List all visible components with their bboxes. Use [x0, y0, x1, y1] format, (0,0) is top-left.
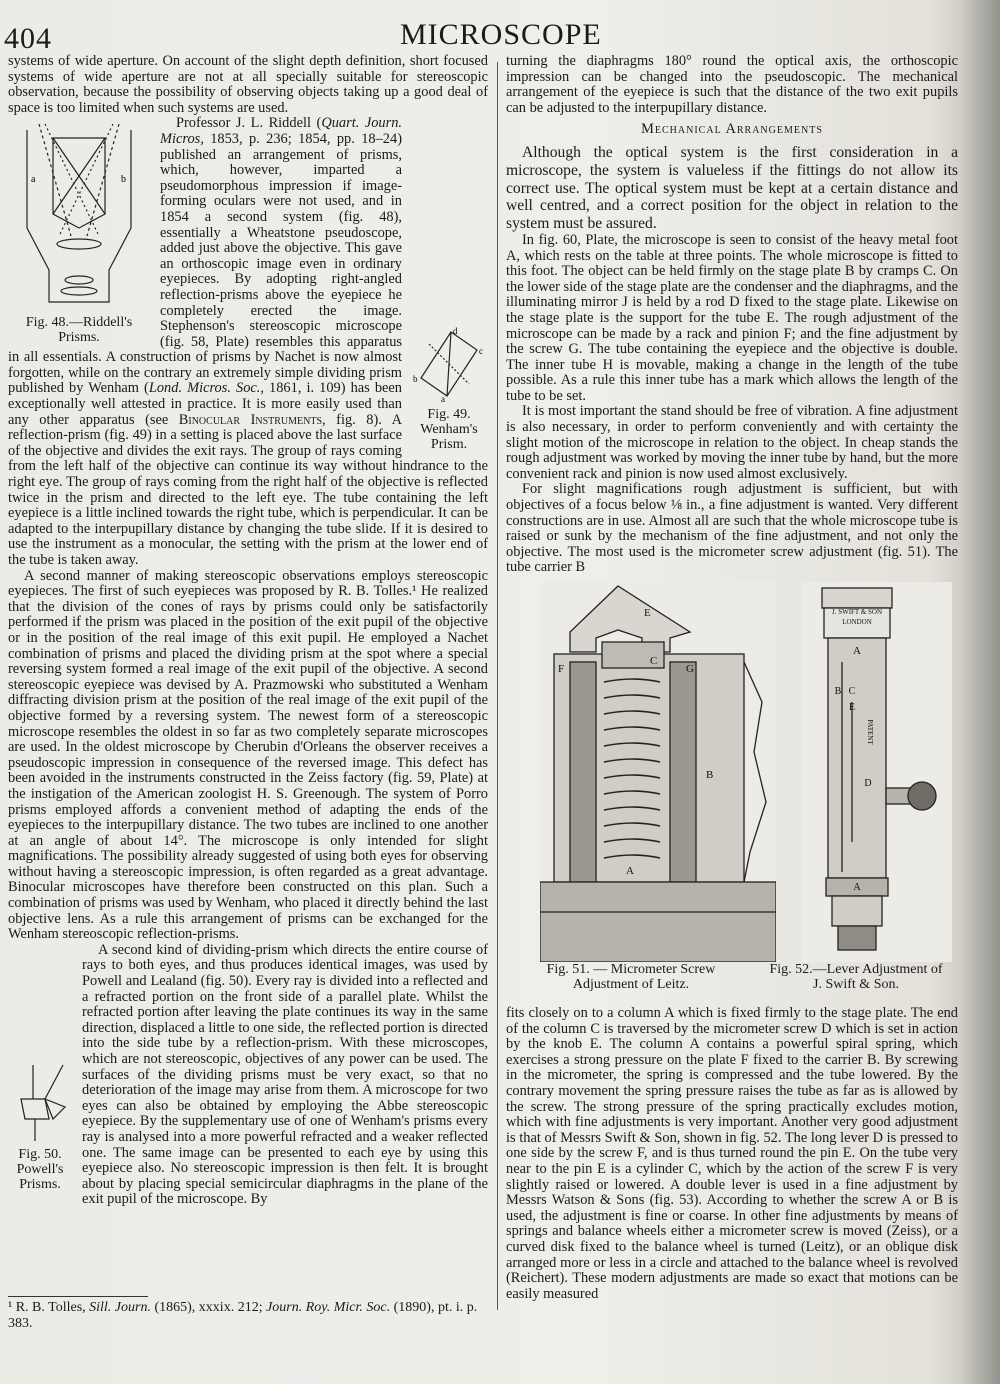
- left-column: [8, 54, 488, 1304]
- paragraph: For slight magnifications rough adjustment is sufficient, but with objectives of a focus below ⅛ in., a fine adjustment is wanted. Very different constructions are in use. Almost all are such that the whole microscope tube is raised or sunk by the mechanism of the fine adjustment, and not only the objective. The most used is the micrometer screw adjustment (fig. 51). The tube carrier B: [506, 481, 958, 576]
- fig51-label-c: C: [650, 655, 658, 668]
- riddell-prisms-diagram: [9, 120, 149, 310]
- paragraph: A second kind of dividing-prism which directs the entire course of rays to both eyes, and thus produces identical images, was used by Powell and Lealand (fig. 50). Every ray is divided into a reflected and a refracted portion on the front side of a parallel plate. Whilst the refracted portion after leaving the plate continues its way in the same direction, displaced a little to one side, the reflected portion is directed into the side tube by a reflection-prism. With these microscopes, which are not stereoscopic, objectives of any power can be used. The surfaces of the dividing prisms must be very exact, so that no deterioration of the image may arise from them. A microscope for two eyes can also be obtained by employing the Abbe stereoscopic eyepiece. By the supplementary use of one of Wenham's prisms every ray is analysed into a more powerful refracted and a weaker reflected one. The same image can be presented to each eye by using this eyepiece also. No stereoscopic impression is then felt. It is brought about by placing special semicircular diaphragms in the plane of the exit pupil of the microscope. By: [82, 941, 488, 1208]
- fig52-label-e: E: [848, 702, 856, 714]
- paragraph: fits closely on to a column A which is fixed firmly to the stage plate. The end of the column C is traversed by the micrometer screw D which is set in action by the knob E. The column A contains a powerful spiral spring, which exercises a strong pressure on the plate F fixed to the carrier B. By screwing in the micrometer, the spring is compressed and the tube lowered. By the contrary movement the spring pressure raises the tube as far as is allowed by the screw. The strong pressure of the spring practically excludes motion, which with fine adjustments is very important. Another very good adjustment is that of Messrs Swift & Son, shown in fig. 52. The long lever D is pressed to one side by the screw F, and is thus turned round the pin E. On the tube very near to the pin E is a cylinder C, which by the action of the screw F is very slightly raised or lowered. A double lever is used in a fine adjustment by Messrs Watson & Sons (fig. 53). According to whether the screw A or B is used, the adjustment is fine or coarse. In other fine adjustments by means of springs and balance wheels either a micrometer screw is moved (Zeiss), or a curved disk fixed to the balance wheel is turned (Leitz), or an oblique disk arranged more or less in a circle and attached to the balance wheel is revolved (Reichert). These modern adjustments are made so exact that motions can be easily measured: [506, 1005, 958, 1302]
- paragraph: A second manner of making stereoscopic observations employs stereoscopic eyepieces. The first of such eyepieces was proposed by R. B. Tolles.¹ He realized that the division of the cones of rays by prisms could only be satisfactorily performed if the prism was placed in the position of the exit pupil of the objective or in the position of the real image of this exit pupil. He employed a Nachet combination of prisms and placed the dividing prism at the spot where a special reversing system formed a real image of the exit pupil of the objective. A second stereoscopic eyepiece was devised by A. Prazmowski who substituted a Wenham diffracting division prism at the position of the real image of the exit pupil of the objective formed by a reversing system. The newest form of a stereoscopic microscope resembles the oldest in so far as two completely separate microscopes are used. In the oldest microscope by Cherubin d'Orleans the observer receives a pseudoscopic impression in consequence of the reversed image. This defect has been avoided in the instruments constructed in the Zeiss factory (fig. 59, Plate) at the instigation of the American zoologist H. S. Greenough. The system of Porro prisms employed affords a convenient method of adapting the ends of the eyepieces to the interpupillary distance. The two tubes are inclined to one another at an angle of about 14°. The microscope is only intended for slight magnifications. The possibility already suggested of using both eyes for observing without having a stereoscopic impression, is often regarded as a great advantage. Binocular microscopes have therefore been constructed on this plan. Such a combination of prisms was used by Wenham, who placed it directly behind the last objective lens. As a rule this arrangement of prisms can be exchanged for the Wenham stereoscopic reflection-prisms.: [8, 567, 488, 943]
- fig51-label-g: G: [686, 663, 694, 676]
- right-column: [506, 54, 958, 1304]
- fig48-label-a: a: [31, 174, 36, 186]
- fig52-patent-label: PATENT: [866, 719, 874, 745]
- fig51-label-a: A: [626, 865, 634, 878]
- fig50-caption-number: Fig. 50.: [18, 1147, 62, 1163]
- fig52-label-d: D: [864, 778, 872, 790]
- fig51-label-e: E: [644, 607, 651, 620]
- fig49-caption-title: Wenham's Prism.: [420, 421, 478, 452]
- footnote: ¹ R. B. Tolles, Sill. Journ. (1865), xxxix. 212; Journ. Roy. Micr. Soc. (1890), pt. i. p. 383.: [8, 1300, 478, 1331]
- figure-50: [8, 1063, 72, 1193]
- column-divider: [497, 62, 498, 1310]
- fig49-label-d: d: [453, 326, 458, 337]
- paragraph: Professor J. L. Riddell (Quart. Journ. Micros, 1853, p. 236; 1854, pp. 18–24) published an arrangement of prisms, which, however, imparted a pseudomorphous impression if image-forming oculars were not used, and in 1854 a second system (fig. 48), essentially a Wheatstone pseudoscope, added just above the objective. This gave an orthoscopic image even in ordinary eyepieces. By adopting right-angled reflection-prisms above the eyepiece he completely erected the image. Stephenson's stereoscopic microscope (fig. 58, Plate) resembles this apparatus in all essentials. A construction of prisms by Nachet is now almost forgotten, while on the contrary an extremely simple dividing prism published by Wenham (Lond. Micros. Soc., 1861, i. 109) has been exceptionally well attested in practice. It is more easily used than any other apparatus (see Binocular Instruments, fig. 8). A reflection-prism (fig. 49) in a setting is placed above the last surface of the objective and divides the exit rays. The group of rays coming from the left half of the objective can continue its way without hindrance to the right eye. The group of rays coming from the right half of the objective is reflected twice in the prism and directed to the left eye. The tube containing the left eyepiece is a little inclined towards the right tube, which is perpendicular. It can be adapted to the interpupillary distance by changing the tube slide. If it is desired to use the instrument as a monocular, the setting with the prism at the lower end of the tube is taken away.: [8, 115, 488, 568]
- paragraph: In fig. 60, Plate, the microscope is seen to consist of the heavy metal foot A, which rests on the table at three points. The whole microscope is fitted to this foot. The object can be held firmly on the stage plate B by cramps C. On the lower side of the stage plate are the condenser and the diaphragms, and the illuminating mirror J is held by a rod D fixed to the stage plate. Likewise on the stage plate is the support for the tube E. The rough adjustment of the microscope can be made by a rack and pinion F; and the fine adjustment by the screw G. The tube containing the eyepiece and the objective is double. The inner tube H is movable, making a change in the length of the tube possible. As a rule this inner tube has a mark which allows the length of the tube to be set.: [506, 231, 958, 404]
- paragraph: systems of wide aperture. On account of the slight depth definition, short focused systems of wide aperture are not at all specially suitable for stereoscopic observation, because the possibility of observing objects taking up a good deal of space is too limited when such systems are used.: [8, 53, 488, 116]
- figures-51-52: [506, 582, 958, 1002]
- paragraph: Although the optical system is the first consideration in a microscope, the system is valueless if the fittings do not allow its correct use. The optical system must be kept at a certain distance and well centred, and a correct position for the object in relation to the system must be assured.: [506, 143, 958, 233]
- fig48-label-b: b: [121, 174, 126, 186]
- figure-48: [8, 120, 150, 345]
- fig51-caption: Fig. 51. — Micrometer Screw Adjustment of Leitz.: [546, 962, 716, 993]
- swift-lever-diagram: [802, 582, 952, 962]
- fig50-caption-title: Powell's Prisms.: [16, 1162, 64, 1193]
- fig52-plate-line2: LONDON: [842, 618, 872, 627]
- fig52-plate-line1: J. SWIFT & SON: [831, 608, 883, 617]
- fig52-caption: Fig. 52.—Lever Adjustment of J. Swift & Son.: [769, 962, 943, 993]
- wenham-prism-diagram: [411, 326, 487, 402]
- fig51-label-f: F: [558, 663, 565, 676]
- fig49-label-c: c: [479, 346, 483, 357]
- page-number: 404: [4, 22, 52, 55]
- fig49-caption-number: Fig. 49.: [427, 406, 471, 422]
- footnote-rule: [8, 1296, 148, 1297]
- powell-prisms-diagram: [9, 1063, 71, 1143]
- fig52-label-b: B: [834, 686, 842, 698]
- fig48-caption: Fig. 48.—Riddell's Prisms.: [25, 314, 133, 345]
- fig49-label-a: a: [441, 394, 445, 403]
- paragraph: It is most important the stand should be free of vibration. A fine adjustment is also necessary, in order to perform conveniently and with certainty the slight motion of the microscope in relation to the object. In cheap stands the rough adjustment was worked by moving the inner tube by hand, but the more convenient rack and pinion is now used almost exclusively.: [506, 403, 958, 482]
- figure-49: [410, 326, 488, 452]
- section-heading: Mechanical Arrangements: [641, 121, 823, 138]
- paragraph: turning the diaphragms 180° round the optical axis, the orthoscopic impression can be changed into the pseudoscopic. The mechanical arrangement of the eyepiece is such that the distance of the two exit pupils can be adjusted to the interpupillary distance.: [506, 53, 958, 116]
- micrometer-screw-diagram: [540, 582, 776, 962]
- fig51-label-b: B: [706, 769, 714, 782]
- fig52-label-a-top: A: [853, 645, 861, 658]
- fig52-label-c: C: [848, 686, 856, 698]
- running-title: MICROSCOPE: [400, 18, 602, 51]
- page-edge-shadow: [960, 0, 1000, 1384]
- fig49-label-b: b: [413, 374, 418, 385]
- fig52-label-a-bottom: A: [853, 882, 861, 894]
